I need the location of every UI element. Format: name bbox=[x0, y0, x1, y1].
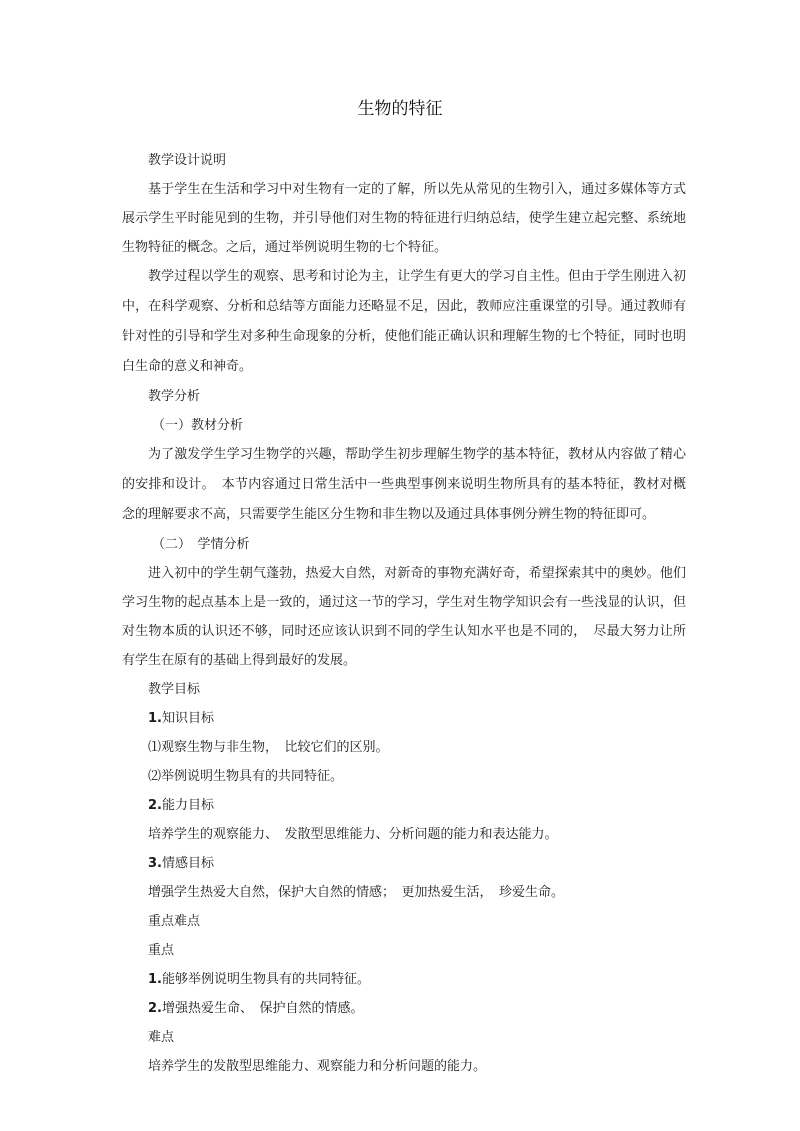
page-title: 生物的特征 bbox=[357, 99, 443, 119]
key-point-1-text: 能够举例说明生物具有的共同特征。 bbox=[161, 972, 370, 987]
goal-3-heading bbox=[122, 849, 686, 878]
key-point-2 bbox=[122, 994, 686, 1023]
key-point-2-number: 2. bbox=[148, 1001, 162, 1016]
goals-heading: 教学目标 bbox=[148, 682, 201, 697]
goal-3-number: 3. bbox=[148, 856, 162, 871]
material-paragraph: 为了激发学生学习生物学的兴趣，帮助学生初步理解生物学的基本特征，教材从内容做了精心的安排和设计。 本节内容通过日常生活中一些典型事例来说明生物所具有的基本特征，教材对概念的理解要求不高，只需要学生能区分生物和非生物以及通过具体事例分辨生物的特征即可。 bbox=[122, 447, 686, 522]
difficulty-subheading: 难点 bbox=[148, 1030, 175, 1045]
goal-1-item-2: ⑵举例说明生物具有的共同特征。 bbox=[148, 769, 344, 784]
key-point-1 bbox=[122, 965, 686, 994]
goal-1-heading bbox=[122, 704, 686, 733]
goal-3-item: 增强学生热爱大自然，保护大自然的情感； 更加热爱生活， 珍爱生命。 bbox=[148, 885, 565, 900]
analysis-heading: 教学分析 bbox=[148, 389, 201, 404]
goal-3-text: 情感目标 bbox=[161, 856, 214, 871]
document-body bbox=[122, 146, 686, 1081]
design-paragraph-2: 教学过程以学生的观察、思考和讨论为主，让学生有更大的学习自主性。但由于学生刚进入初中，在科学观察、分析和总结等方面能力还略显不足，因此，教师应注重课堂的引导。通过教师有针对性的引导和学生对多种生命现象的分析，使他们能正确认识和理解生物的七个特征，同时也明白生命的意义和神奇。 bbox=[122, 269, 686, 374]
student-heading: （二） 学情分析 bbox=[152, 537, 250, 552]
goal-1-text: 知识目标 bbox=[161, 711, 214, 726]
goal-2-text: 能力目标 bbox=[161, 798, 214, 813]
goal-1-number: 1. bbox=[148, 711, 162, 726]
key-point-1-number: 1. bbox=[148, 972, 162, 987]
goal-2-item: 培养学生的观察能力、 发散型思维能力、分析问题的能力和表达能力。 bbox=[148, 827, 558, 842]
key-points-subheading: 重点 bbox=[148, 943, 175, 958]
goal-1-item-1: ⑴观察生物与非生物， 比较它们的区别。 bbox=[148, 740, 389, 755]
key-point-2-text: 增强热爱生命、 保护自然的情感。 bbox=[161, 1001, 364, 1016]
material-heading: （一）教材分析 bbox=[152, 418, 244, 433]
goal-2-heading bbox=[122, 791, 686, 820]
student-paragraph: 进入初中的学生朝气蓬勃，热爱大自然，对新奇的事物充满好奇，希望探索其中的奥妙。他们学习生物的起点基本上是一致的，通过这一节的学习，学生对生物学知识会有一些浅显的认识，但对生物本质的认识还不够，同时还应该认识到不同的学生认知水平也是不同的， 尽最大努力让所有学生在原有的基础上得到最好的发展。 bbox=[122, 566, 686, 668]
goal-2-number: 2. bbox=[148, 798, 162, 813]
design-heading: 教学设计说明 bbox=[148, 153, 227, 168]
difficulty-text: 培养学生的发散型思维能力、观察能力和分析问题的能力。 bbox=[148, 1059, 487, 1074]
key-difficulty-heading: 重点难点 bbox=[148, 914, 201, 929]
design-paragraph-1: 基于学生在生活和学习中对生物有一定的了解，所以先从常见的生物引入，通过多媒体等方式展示学生平时能见到的生物，并引导他们对生物的特征进行归纳总结，使学生建立起完整、系统地生物特征的概念。之后，通过举例说明生物的七个特征。 bbox=[122, 182, 686, 255]
